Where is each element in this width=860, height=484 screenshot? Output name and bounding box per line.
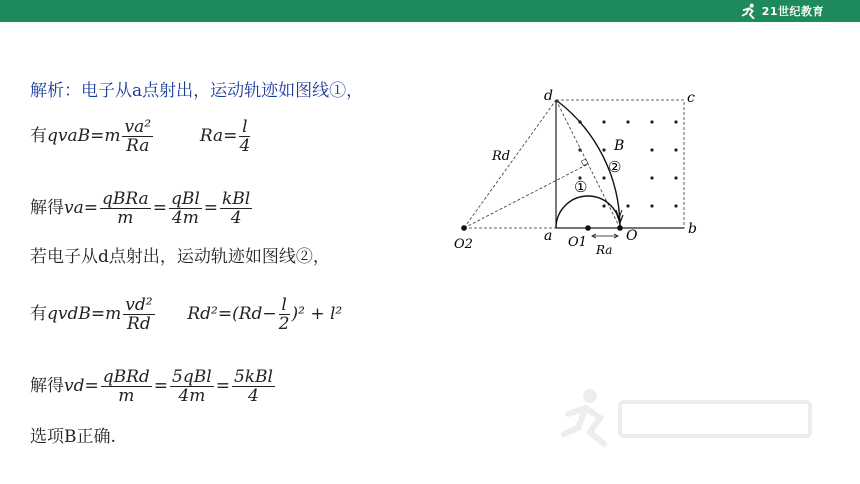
eq3-half-fraction: [279, 296, 290, 333]
brand-text: 21世纪教育: [761, 5, 824, 18]
eq2-n3: kBl: [222, 189, 251, 209]
label-track1: ①: [574, 178, 588, 196]
eq1-den: Ra: [126, 136, 150, 156]
eq4-n1: qBRd: [102, 367, 150, 387]
eq4-n3: 5kBl: [233, 367, 273, 387]
eq2-d1: m: [117, 208, 134, 228]
eq3-fraction: [123, 296, 154, 333]
label-b: b: [688, 221, 697, 237]
eq3-tail: )² + l²: [291, 304, 343, 324]
equation-1: [30, 118, 252, 155]
point-o1: [585, 225, 591, 231]
eq1-lead: 有: [30, 126, 47, 146]
eq3-den: Rd: [127, 314, 151, 334]
equation-3: [30, 296, 342, 333]
equation-4: 解得vd= $\frac{\text{qBRd}}{m}$ = $\frac{\text{5qBl}}{4m}$ = $\frac{\text{5kBl}}{4}$: [30, 367, 273, 406]
eq2-n2: qBl: [170, 189, 200, 209]
eq2-prefix: 解得: [30, 198, 64, 218]
label-a: a: [544, 228, 553, 244]
right-angle-mark: [581, 159, 588, 166]
eq2-d2: 4m: [171, 208, 199, 228]
eq2-lhs: va=: [64, 198, 98, 218]
eq1-r-num: l: [239, 118, 250, 137]
eq1-r: Ra=: [199, 126, 238, 146]
eq2-n1: qBRa: [101, 189, 149, 209]
eq3-hden: 2: [278, 314, 290, 334]
eq4-frac3: [232, 368, 275, 405]
label-b-field: B: [614, 138, 625, 154]
eq1-num: va²: [124, 117, 152, 137]
eq4-frac1: [101, 368, 152, 405]
label-rd: Rd: [492, 149, 511, 164]
eq4-d3: 4: [248, 386, 259, 406]
brand-logo: [740, 2, 824, 20]
label-o1: O1: [568, 235, 587, 250]
perpendicular-line: [464, 164, 588, 228]
eq1-r-fraction: [239, 118, 250, 155]
radius-rd-line: [464, 100, 556, 228]
eq2-frac2: [169, 190, 202, 227]
equation-2: 解得va= $\frac{\text{qBRa}}{m}$ = $\frac{\text{qBl}}{4m}$ = $\frac{\text{kBl}}{4}$: [30, 189, 251, 228]
eq2-d3: 4: [230, 208, 242, 228]
eq3-lead: 有: [30, 304, 47, 324]
watermark-logo: [560, 384, 820, 454]
trajectory-diagram: [440, 88, 720, 258]
point-o: [617, 225, 623, 231]
point-o2: [461, 225, 467, 231]
eq1-lhs: qvaB=m: [47, 126, 121, 146]
eq3-num: vd²: [125, 295, 153, 315]
label-c: c: [687, 90, 695, 106]
label-o2: O2: [454, 237, 473, 252]
analysis-line-d: 若电子从d点射出，运动轨迹如图线②，: [30, 247, 330, 267]
label-track2: ②: [608, 158, 622, 176]
eq1-fraction: [122, 118, 153, 155]
eq4-prefix: 解得: [30, 376, 64, 396]
label-d: d: [544, 88, 553, 104]
eq3-rd2: Rd²=(Rd−: [187, 304, 277, 324]
eq2-frac3: [220, 190, 252, 227]
analysis-heading: 解析：电子从a点射出，运动轨迹如图线①，: [30, 81, 364, 101]
eq4-n2: 5qBl: [172, 367, 212, 387]
eq4-frac2: [170, 368, 214, 405]
top-bar: [0, 0, 860, 22]
eq4-lhs: vd=: [64, 376, 99, 396]
label-ra: Ra: [596, 243, 613, 257]
label-o: O: [626, 228, 638, 244]
eq4-d2: 4m: [178, 386, 206, 406]
eq2-frac1: [100, 190, 151, 227]
eq4-d1: m: [118, 386, 135, 406]
field-dots: [578, 120, 677, 207]
eq3-lhs: qvdB=m: [47, 304, 122, 324]
eq3-hnum: l: [279, 296, 290, 315]
conclusion: 选项B正确.: [30, 427, 116, 447]
runner-icon: [740, 2, 758, 20]
eq1-r-den: 4: [239, 136, 251, 156]
trajectory-1: [556, 196, 620, 228]
